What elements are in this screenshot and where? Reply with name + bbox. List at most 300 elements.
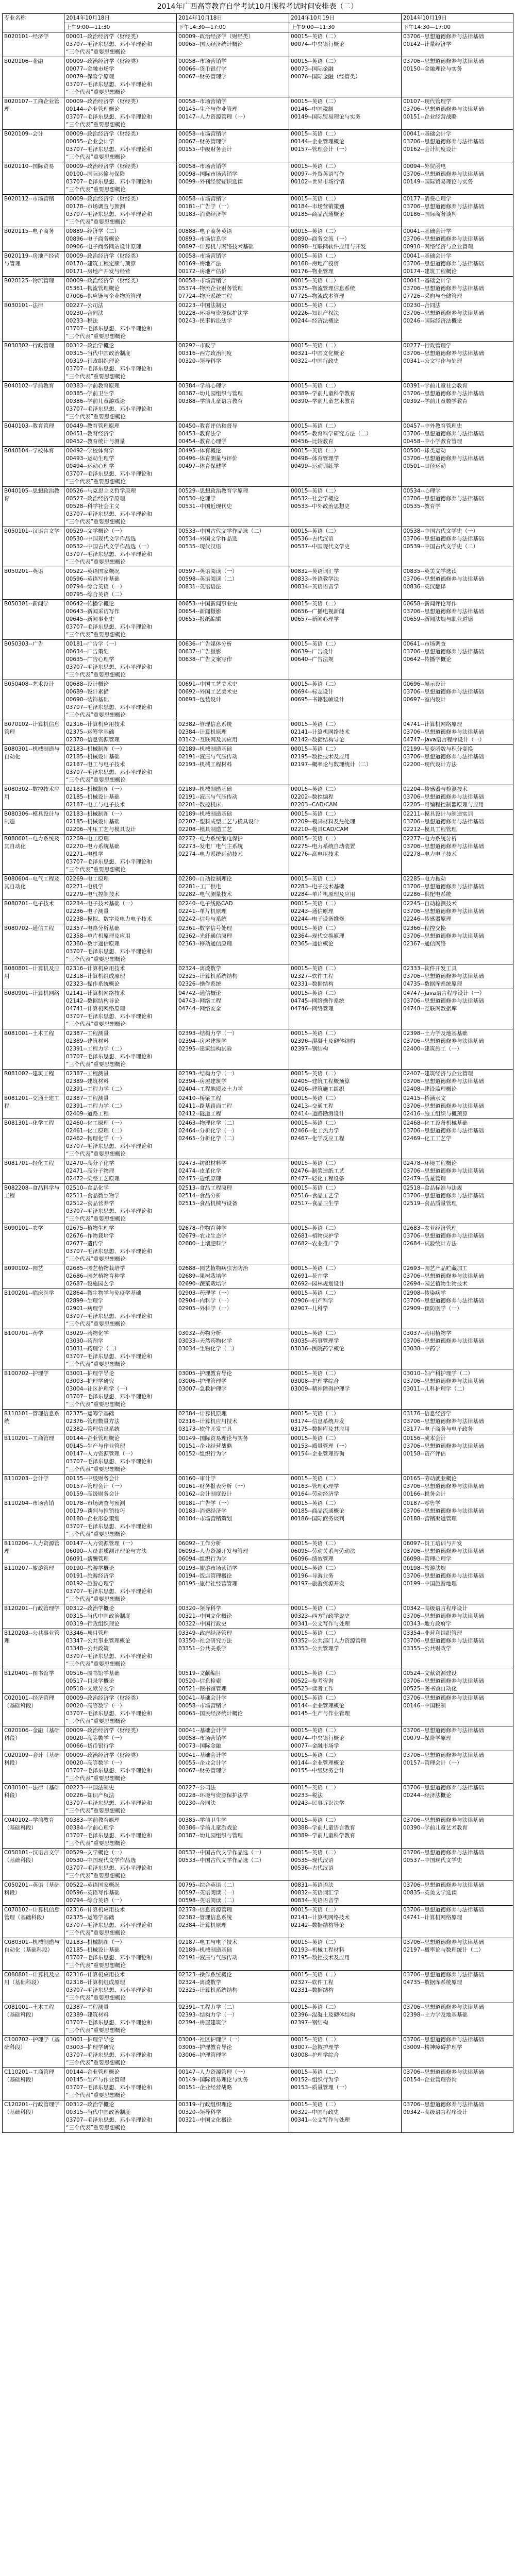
exam-session-cell [402,640,513,680]
course-entry: 07724--物流系统工程 [178,293,232,299]
exam-session-cell [289,1184,402,1224]
exam-session-cell [289,1289,402,1329]
exam-session-cell [177,1751,289,1784]
course-entry: 02479--质量管理 [403,1176,446,1182]
exam-session-cell [402,785,513,810]
course-entry: 00145--生产与作业管理 [291,1710,350,1717]
course-entry: 00157--管理会计（一） [403,1760,462,1766]
course-entry: “三个代表”重要思想概论 [66,187,126,193]
course-entry: 02471--高分子物理 [66,1168,114,1174]
course-entry: 03038--中药学 [403,1346,441,1352]
course-entry: 03348--公共政策 [66,1646,109,1652]
course-entry: 02244--电子设备维修 [291,916,344,922]
table-row [3,2100,513,2133]
course-entry: 00170--建筑工程定额与预算 [66,261,136,267]
course-entry: 00896--电子商务概论 [66,236,120,242]
exam-session-cell [402,1369,513,1410]
course-entry: 03707--毛泽东思想、邓小平理论和 [66,179,152,185]
course-entry: 02270--电力系统基础 [66,843,120,850]
course-entry: 02363--移动通信原理 [178,941,232,947]
exam-session-cell [402,447,513,487]
table-row [3,1224,513,1264]
exam-session-cell [289,2068,402,2100]
course-entry: “三个代表”重要思想概论 [66,89,126,95]
course-entry: 03706--思想道德修养与法律基础 [403,649,484,655]
course-entry: 02477--轻化工程设备 [291,1176,344,1182]
exam-session-cell [177,195,289,227]
exam-session-cell [64,1694,177,1726]
course-entry: 02234--电子技术基础（一） [66,901,136,907]
exam-session-cell [64,810,177,835]
major-name: C080801--计算机及应用（基础科段） [3,1971,64,2003]
exam-session-cell [177,1070,289,1094]
course-entry: 00074--中央银行概论 [291,41,344,47]
major-name: B081301--化学工程 [3,1119,64,1159]
course-entry: 00642--传播学概论 [403,656,452,663]
course-entry: 00067--财务管理学 [178,1768,227,1774]
course-entry: 02676--作物栽培学 [66,1233,114,1239]
course-entry: 02316--计算机应用技术 [66,965,125,972]
exam-session-cell [177,1119,289,1159]
major-name: B080701--电子技术 [3,900,64,924]
exam-session-cell [64,1604,177,1629]
course-entry: 03706--思想道德修养与法律基础 [403,1443,484,1449]
exam-session-cell [289,810,402,835]
course-entry: 04741--计算机网络原理 [403,721,462,727]
table-row [3,162,513,195]
exam-session-cell [64,640,177,680]
course-entry: 03142--互联网及其应用 [178,737,238,743]
course-entry: 00596--英语写作基础 [66,1890,120,1896]
major-name: B110207--旅游管理 [3,1564,64,1604]
course-entry: 03706--思想道德修养与法律基础 [403,794,484,800]
course-entry: 00390--学前儿童艺术教育 [291,398,355,404]
course-entry: 00009--政治经济学（财经类） [66,58,141,64]
exam-session-cell [289,1971,402,2003]
course-entry: 00015--英语（二） [291,1120,339,1126]
exam-session-cell [177,527,289,567]
course-entry: 04743--网络工程 [178,998,221,1004]
exam-session-cell [289,1629,402,1669]
course-entry: 00637--广告摄影 [178,649,221,655]
course-entry: 02409--道路工程 [66,1111,109,1117]
exam-session-cell [177,1906,289,1938]
course-entry: 02197--概率论与数理统计（二） [403,1947,484,1953]
course-entry: 00833--外语教学法 [291,576,339,582]
exam-session-cell [289,162,402,195]
course-entry: 02240--电子线路CAD [178,901,233,907]
table-row [3,422,513,447]
course-entry: 02195--数控技术及应用 [291,1955,350,1961]
course-entry: 03706--思想道德修养与法律基础 [403,536,484,542]
course-entry: 00155--中级财务会计 [291,1768,344,1774]
course-entry: 03707--毛泽东思想、邓小平理论和 [66,1922,152,1928]
course-entry: “三个代表”重要思想概论 [66,2125,126,2131]
course-entry: 00067--财务管理学 [178,139,227,145]
exam-session-cell [402,900,513,924]
course-entry: 00454--教育心理学 [178,438,227,445]
course-entry: 00530--中国现代文学作品选 [66,536,136,542]
major-name: C081001--土木工程（基础科段） [3,2003,64,2036]
course-entry: 03001--护理学导论 [66,2037,114,2043]
course-entry: 02398--土力学及地基基础 [403,2012,468,2018]
course-entry: 00058--市场营销学 [178,253,227,259]
course-entry: 03706--思想道德修养与法律基础 [403,1785,484,1791]
table-row [3,1029,513,1070]
course-entry: “三个代表”重要思想概论 [66,1256,126,1262]
exam-session-cell [289,989,402,1029]
course-entry: 03707--毛泽东思想、邓小平理论和 [66,2020,152,2026]
exam-session-cell [289,720,402,745]
course-entry: 00181--广告学（一） [178,204,232,210]
course-entry: 02325--计算机系统结构 [178,973,238,979]
course-entry: 02242--信号与系统 [178,916,227,922]
course-entry: 00147--人力资源管理（一） [66,1451,136,1457]
course-entry: 00228--环境与资源保护法学 [178,310,248,316]
course-entry: 02204--传感器与检测技术 [403,786,468,792]
course-entry: 00391--学前儿童社会教育 [403,383,468,389]
course-entry: 03706--思想道德修养与法律基础 [403,431,484,437]
course-entry: 02687--设施园艺学 [66,1281,114,1287]
course-entry: 00230--合同法 [403,302,441,309]
course-entry: 03706--思想道德修养与法律基础 [403,171,484,177]
course-entry: 00501--田径运动 [403,463,446,469]
course-entry: 02692--园林规划设计 [291,1281,344,1287]
major-name: B040104--学校体育 [3,447,64,487]
exam-session-cell [64,1434,177,1475]
course-entry: 00074--中央银行概论 [291,1735,344,1741]
course-entry: 00384--学前心理学 [66,1825,114,1831]
header-major-label: 专业名称 [3,14,64,32]
course-entry: 00015--英语（二） [291,1907,339,1913]
course-entry: 03707--毛泽东思想、邓小平理论和 [66,1394,152,1400]
course-entry: 00691--中国工艺美术史 [178,681,238,687]
course-entry: 02141--计算机网络技术 [291,729,350,735]
major-name: C020106--金融（基础科段） [3,1726,64,1751]
course-entry: 00910--网络经济与企业管理 [403,244,473,250]
header-session-row [3,23,513,32]
page-title: 2014年广西高等教育自学考试10月课程考试时间安排表（二） [157,3,358,11]
course-entry: 00639--广告设计 [291,649,334,655]
exam-session-cell [64,875,177,900]
exam-session-cell [289,195,402,227]
course-entry: “三个代表”重要思想概论 [66,49,126,55]
exam-session-cell [402,1938,513,1971]
exam-session-cell [289,1119,402,1159]
course-entry: 00015--英语（二） [291,1670,339,1676]
course-entry: “三个代表”重要思想概论 [66,333,126,340]
course-entry: 02467--化学反应工程 [291,1136,344,1142]
course-entry: “三个代表”重要思想概论 [66,1321,126,1327]
course-entry: 00015--英语（二） [291,1630,339,1636]
exam-session-cell [402,32,513,57]
course-entry: “三个代表”重要思想概论 [66,1216,126,1222]
exam-session-cell [64,1094,177,1119]
course-entry: 00041--基础会计学 [403,253,452,259]
exam-session-cell [402,1971,513,2003]
course-entry: 02203--CAD/CAM [291,802,338,808]
course-entry: “三个代表”重要思想概论 [66,1808,126,1814]
exam-session-cell [289,1816,402,1849]
course-entry: 02191--液压与气压传动 [178,794,238,800]
exam-session-cell [289,1070,402,1094]
course-entry: 00154--企业管理咨询 [291,1451,344,1457]
exam-session-cell [177,277,289,301]
table-row [3,600,513,640]
course-entry: 02316--计算机应用技术 [178,1418,238,1425]
course-entry: 03706--思想道德修养与法律基础 [403,1907,484,1913]
course-entry: 00015--英语（二） [291,253,339,259]
exam-session-cell [289,422,402,447]
course-entry: 00151--企业经营战略 [178,1443,232,1449]
course-entry: 00534--心理学 [403,488,441,494]
course-entry: 03707--毛泽东思想、邓小平理论和 [66,1459,152,1465]
course-entry: 02513--食品工程原理 [178,1185,232,1191]
course-entry: 00015--英语（二） [291,1265,339,1272]
course-entry: 02189--机械制造基础 [178,811,232,817]
table-row [3,1629,513,1669]
exam-session-cell [177,1816,289,1849]
course-entry: 02393--结构力学（一） [178,1071,238,1077]
exam-session-cell [289,1849,402,1881]
course-entry: 02468--化工设备机械基础 [403,1120,468,1126]
major-name: B040102--学前教育 [3,382,64,422]
course-entry: 00184--市场营销策划 [178,1516,232,1522]
exam-session-cell [177,130,289,162]
course-entry: 03707--毛泽东思想、邓小平理论和 [66,114,152,120]
course-entry: 06092--工作分析 [178,1540,221,1547]
course-entry: 02387--工程测量 [66,1095,109,1101]
course-entry: 00157--管理会计（一） [66,1483,125,1489]
major-name: B080306--模具设计与制造 [3,810,64,835]
course-entry: “三个代表”重要思想概论 [66,2092,126,2098]
course-entry: 03706--思想道德修养与法律基础 [403,1695,484,1701]
exam-session-cell [402,227,513,252]
course-entry: 02279--电气控制技术 [66,891,120,897]
course-entry: 02410--桥梁工程 [178,1095,221,1101]
course-entry: 00015--英语（二） [291,488,339,494]
course-entry: 00186--国际商务谈判 [403,211,457,217]
course-entry: 02907--儿科学 [291,1306,328,1312]
course-entry: “三个代表”重要思想概论 [66,1873,126,1879]
course-entry: 02378--信息资源管理 [178,1907,232,1913]
exam-session-cell [402,382,513,422]
exam-session-cell [402,1499,513,1539]
course-entry: 00067--财务管理学 [178,74,227,80]
course-entry: 00640--广告法规 [291,656,334,663]
exam-session-cell [177,1938,289,1971]
course-entry: 02280--自动控制理论 [178,876,232,882]
course-entry: 00183--消费经济学 [178,211,227,217]
course-entry: 06097--员工培训与开发 [403,1540,462,1547]
table-row [3,745,513,785]
course-entry: 00058--市场营销学 [178,1703,227,1709]
course-entry: “三个代表”重要思想概论 [66,1775,126,1782]
exam-session-cell [177,1224,289,1264]
exam-session-cell [177,1694,289,1726]
course-entry: 02395--建筑结构试验 [178,1046,232,1052]
course-entry: 00009--政治经济学（财经类） [66,1695,141,1701]
course-entry: 00387--幼儿园组织与管理 [178,391,243,397]
course-entry: 00450--教育评估和督导 [178,423,238,429]
course-entry: 00151--企业经营战略 [403,114,457,120]
course-entry: 03707--毛泽东思想、邓小平理论和 [66,1588,152,1595]
table-row [3,1434,513,1475]
course-entry: 02187--电工与电子技术 [66,802,125,808]
course-entry: 07725--物流成本管理 [291,293,344,299]
course-entry: 02908--传染病学 [403,1290,446,1296]
course-entry: 00015--英语（二） [291,1695,339,1701]
course-entry: 03706--思想道德修养与法律基础 [403,1727,484,1734]
exam-session-cell [177,422,289,447]
course-entry: “三个代表”重要思想概论 [66,777,126,783]
course-entry: 02512--食品营养学 [66,1200,114,1207]
course-entry: 00147--人力资源管理（一） [178,114,248,120]
course-entry: 00246--国际经济法概论 [403,318,462,324]
course-entry: 00389--学前儿童科学教育 [291,391,355,397]
course-entry: 00107--现代管理学 [403,98,452,105]
course-entry: 02187--电工与电子技术 [66,761,125,768]
course-entry: 03707--毛泽东思想、邓小平理论和 [66,1987,152,1993]
course-entry: 02384--计算机原理 [178,1922,227,1928]
course-entry: 00178--市场调查与预测 [66,204,125,210]
course-entry: 00009--政治经济学（财经类） [66,1752,141,1758]
course-entry: 02364--现代交换原理 [291,933,344,939]
course-entry: 03706--思想道德修养与法律基础 [403,819,484,825]
course-entry: 00690--装饰基础 [66,697,109,703]
course-entry: 00320--领导科学 [178,2109,221,2115]
course-entry: 00292--市政学 [178,343,216,349]
course-entry: 00145--生产与作业管理 [178,106,238,112]
exam-session-cell [64,447,177,487]
course-entry: 00166--税务会计 [403,1491,446,1497]
exam-session-cell [402,1906,513,1938]
exam-session-cell [64,1784,177,1816]
course-entry: 03005--护理教育导论 [178,1370,232,1377]
course-entry: 00041--基础会计学 [403,228,452,234]
course-entry: 00156--成本会计 [403,1435,446,1442]
exam-session-cell [289,301,402,342]
exam-session-cell [177,1369,289,1410]
course-entry: 00186--国际商务谈判 [291,1516,344,1522]
course-entry: 02282--电气测量技术 [178,891,232,897]
course-entry: 00385--学前卫生学 [178,1817,227,1823]
major-name: B020106--金融 [3,57,64,97]
course-entry: 02394--房屋建筑学 [178,1078,227,1084]
course-entry: 03706--思想道德修养与法律基础 [403,1338,484,1344]
course-entry: 02460--化工原理（一） [66,1120,125,1126]
course-entry: 00144--企业管理概论 [66,2069,120,2075]
course-entry: 07006--供应链与企业物流管理 [66,293,141,299]
course-entry: 03037--药用植物学 [403,1330,452,1336]
course-entry: 03030--药剂学 [66,1338,104,1344]
exam-session-cell [402,422,513,447]
course-entry: 00015--英语（二） [291,1330,339,1336]
course-entry: 00009--政治经济学（财经类） [66,278,141,284]
course-entry: 00532--中国古代文学作品选（一） [178,1850,264,1856]
course-entry: 02463--物理化学（二） [178,1120,238,1126]
course-entry: 02465--分析化学（二） [178,1136,238,1142]
course-entry: 00597--英语阅读（一） [178,568,238,574]
course-entry: 00015--英语（二） [291,58,339,64]
course-entry: 02331--数据结构 [291,981,334,987]
exam-session-cell [289,1938,402,1971]
course-entry: 02466--化工热力学 [291,1128,339,1134]
course-entry: 03706--思想道德修养与法律基础 [403,1233,484,1239]
major-name: B030302--行政管理 [3,342,64,382]
course-entry: 03173--软件开发工具 [178,1426,232,1432]
course-entry: 00076--国际金融（经管类） [291,74,361,80]
course-entry: 00319--行政组织理论 [66,1621,120,1627]
major-name: C070102--计算机信息管理（基础科段） [3,1906,64,1938]
exam-session-cell [289,567,402,600]
exam-session-cell [402,1849,513,1881]
course-entry: 00153--质量管理（一） [291,2084,350,2091]
course-entry: 00906--电子商务网站设计原理 [66,244,141,250]
exam-session-cell [289,900,402,924]
course-entry: 02375--运筹学基础 [66,1411,114,1417]
course-entry: 00149--国际贸易理论与实务 [178,2077,248,2083]
table-row [3,195,513,227]
exam-session-cell [177,1475,289,1499]
exam-session-cell [177,1971,289,2003]
course-entry: 00015--英语（二） [291,1435,339,1442]
course-entry: 02406--建筑施工组织 [291,1086,344,1092]
course-entry: 03706--思想道德修养与法律基础 [403,1573,484,1579]
course-entry: 02367--通信网络 [403,941,446,947]
course-entry: 00144--企业管理概论 [291,1703,344,1709]
exam-session-cell [402,527,513,567]
course-entry: 00077--金融市场学 [291,1743,339,1749]
course-entry: 00098--国际市场营销学 [178,171,238,177]
course-entry: 00149--国际贸易理论与实务 [403,179,473,185]
course-entry: 00319--行政组织理论 [66,358,120,364]
course-entry: 00094--外贸函电 [403,163,446,170]
course-entry: 00641--市场调查 [403,641,446,647]
course-entry: 00654--新闻摄影 [178,608,221,615]
exam-session-cell [177,900,289,924]
course-entry: 03006--护理管理学 [178,2052,227,2058]
exam-session-cell [402,720,513,745]
course-entry: 00653--中国新闻事业史 [178,601,238,607]
course-entry: 00181--广告学（一） [66,641,120,647]
course-entry: 02675--植物生理学 [66,1225,114,1231]
course-entry: 00230--合同法 [66,310,104,316]
course-entry: 00188--营销渠道管理 [403,1516,457,1522]
course-entry: “三个代表”重要思想概论 [66,1531,126,1537]
table-row [3,342,513,382]
exam-session-cell [402,1669,513,1694]
table-row [3,1184,513,1224]
course-entry: 00174--建筑工程概论 [403,268,457,275]
course-entry: 02208--模具制造工艺 [178,826,232,833]
exam-session-cell [177,2100,289,2133]
exam-session-cell [402,162,513,195]
course-entry: 02193--机械工程材料 [178,761,232,768]
table-row [3,1119,513,1159]
course-entry: 00697--室内设计 [403,697,446,703]
course-entry: 00392--学前儿童数学教育 [403,398,468,404]
exam-session-cell [402,1094,513,1119]
course-entry: 03707--毛泽东思想、邓小平理论和 [66,769,152,775]
exam-session-cell [177,301,289,342]
exam-session-cell [64,57,177,97]
exam-session-cell [177,567,289,600]
exam-session-cell [289,1264,402,1289]
exam-session-cell [64,989,177,1029]
course-entry: 00150--金融理论与实务 [403,66,462,72]
table-row [3,835,513,875]
